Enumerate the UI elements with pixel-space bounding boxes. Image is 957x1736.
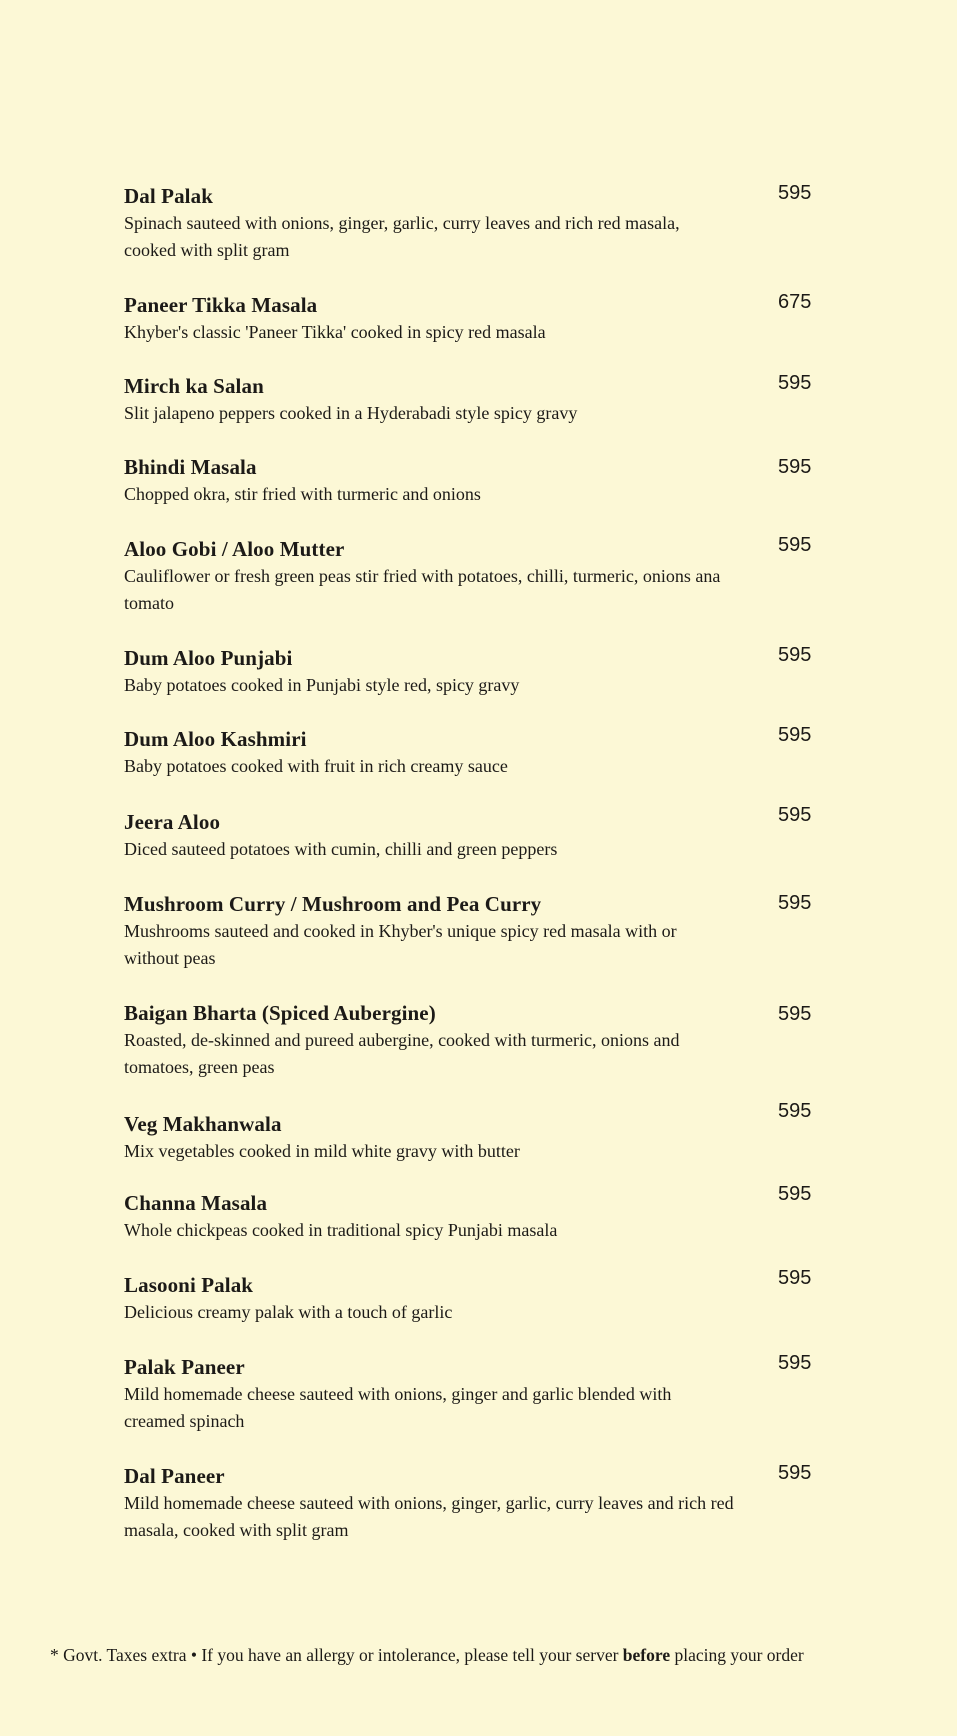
item-name: Baigan Bharta (Spiced Aubergine): [124, 1001, 436, 1025]
menu-item: [124, 726, 824, 780]
item-description: Whole chickpeas cooked in traditional spicy Punjabi masala: [124, 1220, 558, 1240]
menu-item: [124, 183, 824, 264]
menu-item: [124, 1463, 824, 1544]
item-name: Dal Palak: [124, 184, 213, 208]
item-description: Spinach sauteed with onions, ginger, garlic, curry leaves and rich red masala, cooked with split gram: [124, 213, 680, 260]
menu-item: [124, 454, 824, 508]
item-name: Lasooni Palak: [124, 1273, 254, 1297]
item-price: 595: [778, 534, 812, 556]
footer-bold-text: before: [622, 1645, 671, 1665]
item-name: Dum Aloo Punjabi: [124, 646, 293, 670]
item-description: Baby potatoes cooked with fruit in rich creamy sauce: [124, 756, 508, 776]
item-price: 595: [778, 182, 812, 204]
item-description: Chopped okra, stir fried with turmeric and onions: [124, 484, 481, 504]
menu-item: [124, 645, 824, 699]
menu-item: [124, 1000, 824, 1081]
item-price: 595: [778, 1462, 812, 1484]
item-description: Slit jalapeno peppers cooked in a Hyderabadi style spicy gravy: [124, 403, 578, 423]
item-description: Mix vegetables cooked in mild white gravy with butter: [124, 1141, 520, 1161]
item-price: 595: [778, 644, 812, 666]
item-price: 595: [778, 892, 812, 914]
menu-item: [124, 1272, 824, 1326]
menu-item: [124, 891, 824, 972]
item-description: Khyber's classic 'Paneer Tikka' cooked in spicy red masala: [124, 322, 546, 342]
item-description: Baby potatoes cooked in Punjabi style red, spicy gravy: [124, 675, 520, 695]
item-price: 595: [778, 724, 812, 746]
item-name: Dum Aloo Kashmiri: [124, 727, 307, 751]
item-description: Diced sauteed potatoes with cumin, chilli and green peppers: [124, 839, 558, 859]
item-description: Mild homemade cheese sauteed with onions, ginger and garlic blended with creamed spinach: [124, 1384, 672, 1431]
item-price: 595: [778, 1267, 812, 1289]
menu-item: [124, 1354, 824, 1435]
item-name: Veg Makhanwala: [124, 1112, 282, 1136]
item-name: Jeera Aloo: [124, 810, 221, 834]
item-price: 595: [778, 1183, 812, 1205]
item-price: 595: [778, 1352, 812, 1374]
menu-item: [124, 809, 824, 863]
item-name: Dal Paneer: [124, 1464, 225, 1488]
item-name: Bhindi Masala: [124, 455, 257, 479]
item-name: Aloo Gobi / Aloo Mutter: [124, 537, 345, 561]
footer-note: [50, 1643, 930, 1667]
item-name: Paneer Tikka Masala: [124, 293, 318, 317]
footer-text-end: placing your order: [670, 1645, 804, 1665]
item-name: Mirch ka Salan: [124, 374, 264, 398]
item-description: Mild homemade cheese sauteed with onions, ginger, garlic, curry leaves and rich red masala, cooked with split gram: [124, 1493, 734, 1540]
footer-text: * Govt. Taxes extra • If you have an allergy or intolerance, please tell your server: [50, 1645, 623, 1665]
item-description: Mushrooms sauteed and cooked in Khyber's unique spicy red masala with or without peas: [124, 921, 677, 968]
item-description: Cauliflower or fresh green peas stir fried with potatoes, chilli, turmeric, onions ana tomato: [124, 566, 721, 613]
item-name: Channa Masala: [124, 1191, 268, 1215]
item-description: Delicious creamy palak with a touch of garlic: [124, 1302, 453, 1322]
item-price: 595: [778, 456, 812, 478]
item-price: 595: [778, 372, 812, 394]
item-price: 595: [778, 1100, 812, 1122]
menu-item: [124, 292, 824, 346]
item-price: 675: [778, 291, 812, 313]
item-description: Roasted, de-skinned and pureed aubergine, cooked with turmeric, onions and tomatoes, green peas: [124, 1030, 680, 1077]
menu-item: [124, 1190, 824, 1244]
menu-item: [124, 1111, 824, 1165]
item-price: 595: [778, 804, 812, 826]
menu-item: [124, 373, 824, 427]
item-name: Mushroom Curry / Mushroom and Pea Curry: [124, 892, 542, 916]
item-name: Palak Paneer: [124, 1355, 245, 1379]
item-price: 595: [778, 1003, 812, 1025]
menu-item: [124, 536, 824, 617]
